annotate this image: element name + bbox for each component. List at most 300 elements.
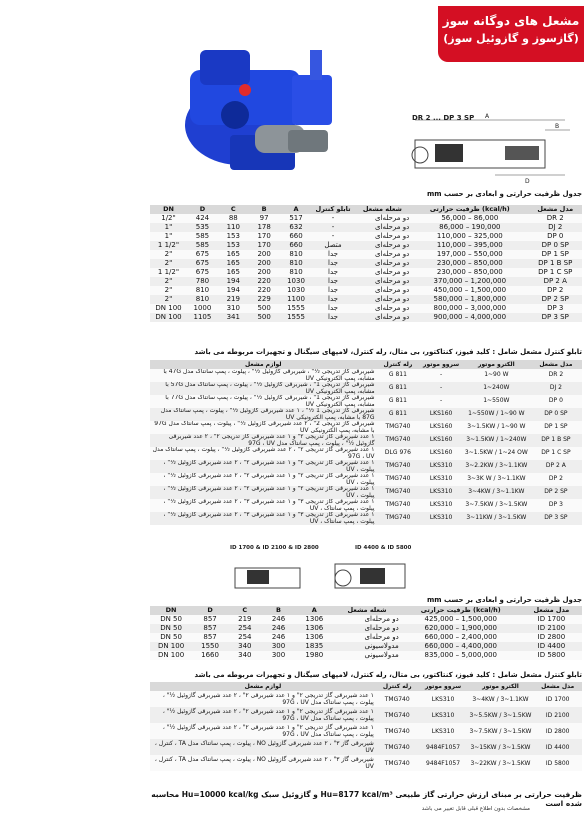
table1-cell: - <box>312 223 353 232</box>
table1-cell: 580,000 – 1,800,000 <box>411 295 528 304</box>
table3-cell: 1306 <box>295 624 333 633</box>
table1-header-5: تابلو کنترل <box>312 205 353 214</box>
table1-cell: دو مرحله‌ای <box>354 214 412 223</box>
table4-cell: TMG740 <box>376 755 419 771</box>
table1-header-8: مدل مشعل <box>528 205 582 214</box>
table-row <box>150 499 582 512</box>
table1-cell: 900,000 – 4,000,000 <box>411 313 528 322</box>
table4-cell: TMG740 <box>376 691 419 707</box>
table-row <box>150 707 582 723</box>
table3-cell: دو مرحله‌ای <box>333 624 400 633</box>
table2-cell: DP 2 SP <box>530 486 582 499</box>
table-row <box>150 241 582 250</box>
table2-cell: DP 2 A <box>530 460 582 473</box>
table1-cell: جدا <box>312 259 353 268</box>
table2-title: تابلو کنترل مشعل شامل : کلید فیوز، کنتاکتور، بی متال، رله کنترل، لامپهای سیگنال و تجهیزات مربوطه می باشد <box>194 348 582 356</box>
header-subtitle: (گازسوز و گازوئیل سوز) <box>443 32 579 45</box>
table3-cell: 254 <box>228 633 262 642</box>
table1-cell: DN 100 <box>150 313 187 322</box>
table2-cell: DP 2 <box>530 473 582 486</box>
table1-header-0: DN <box>150 205 187 214</box>
table2-cell: شیربرقی گاز تدریجی ½" ، شیربرقی گازوئیل ½" ، پیلوت ، پمپ سانتاک مدل 47G با مشابه، پمپ الکترونیکی UV <box>150 369 377 382</box>
table1-cell: - <box>312 232 353 241</box>
table-row <box>150 691 582 707</box>
table3-cell: DN 50 <box>150 633 192 642</box>
table2-cell: LKS310 <box>419 473 463 486</box>
table-row <box>150 232 582 241</box>
table1-cell: 675 <box>187 259 218 268</box>
table1-cell: 1100 <box>280 295 313 304</box>
table1-cell: 585 <box>187 232 218 241</box>
table1-cell: 1105 <box>187 313 218 322</box>
table2-cell: DP 1 C SP <box>530 447 582 460</box>
table1-cell: 1000 <box>187 304 218 313</box>
table1-cell: 170 <box>249 232 280 241</box>
table2-cell: TMG740 <box>377 499 420 512</box>
table1-cell: جدا <box>312 250 353 259</box>
table-row <box>150 624 582 633</box>
table2-cell: LKS310 <box>419 499 463 512</box>
table2-cell: شیربرقی گاز تدریجی 1" ، شیربرقی گازوئیل ½" ، پیلوت ، پمپ سانتاک مدل 77G با مشابه، پمپ الکترونیکی UV <box>150 395 377 408</box>
table2-cell: DJ 2 <box>530 382 582 395</box>
table1-cell: 165 <box>218 259 249 268</box>
table1-cell: 660 <box>280 232 313 241</box>
table1-cell: دو مرحله‌ای <box>354 232 412 241</box>
table4-cell: TMG740 <box>376 707 419 723</box>
table1-cell: 110,000 – 325,000 <box>411 232 528 241</box>
table2-cell: 3~1.5KW / 1~240W <box>463 434 530 447</box>
table2-cell: ۱ عدد شیربرقی گاز تدریجی ۳" و ۱ عدد شیربرقی ۳" ، ۲ عدد شیربرقی گازوئیل ½" ، پیلوت ، پمپ سانتاک ، UV <box>150 499 377 512</box>
table1-cell: 810 <box>280 268 313 277</box>
table1-cell: 341 <box>218 313 249 322</box>
table1-cell: DP 1 B SP <box>528 259 582 268</box>
table4-cell: ۱ عدد شیربرقی گاز تدریجی ۲" و ۱ عدد شیربرقی ۲" ، ۲ عدد شیربرقی گازوئیل ½" ، پیلوت ، پمپ سانتاک مدل 97G ، UV <box>150 691 376 707</box>
table2-cell: ۱ عدد شیربرقی گاز تدریجی ۲" و ۱ عدد شیربرقی گاز تدریجی ۲" ، ۲ عدد شیربرقی گازوئیل ½" ، پیلوت ، پمپ سانتاک مدل 97G ، UV <box>150 434 377 447</box>
table2-cell: DR 2 <box>530 369 582 382</box>
table2-header-1: رله کنترل <box>377 360 420 369</box>
table3-cell: 660,000 – 2,400,000 <box>401 633 521 642</box>
table1-cell: 165 <box>218 250 249 259</box>
table1-cell: 88 <box>218 214 249 223</box>
table4-cell: 3~22KW / 3~1.5KW <box>467 755 533 771</box>
table2-cell: 3~11KW / 3~1.5KW <box>463 512 530 525</box>
table1-cell: 194 <box>218 286 249 295</box>
table-row <box>150 268 582 277</box>
table-row <box>150 408 582 421</box>
table2-cell: شیربرقی گاز تدریجی 1" ، شیربرقی گازوئیل ½" ، پیلوت ، پمپ سانتاک مدل 57G با مشابه، پمپ الکترونیکی UV <box>150 382 377 395</box>
table2-cell: 3~1.5KW / 1~24 OW <box>463 447 530 460</box>
table-row <box>150 512 582 525</box>
table1-cell: دو مرحله‌ای <box>354 223 412 232</box>
table1-cell: DJ 2 <box>528 223 582 232</box>
table3-cell: 246 <box>262 624 296 633</box>
table3-cell: 1306 <box>295 633 333 642</box>
table4-cell: شیربرقی گاز ۳" ، ۲ عدد شیربرقی گازوئیل NO ، پیلوت ، پمپ سانتاک مدل TA ، کنترل ، UV <box>150 755 376 771</box>
table-row <box>150 434 582 447</box>
table1-cell: 2" <box>150 259 187 268</box>
table4-cell: 3~15KW / 3~1.5KW <box>467 739 533 755</box>
table2-cell: - <box>419 395 463 408</box>
table1-cell: DP 0 SP <box>528 241 582 250</box>
table4-cell: ID 2800 <box>533 723 582 739</box>
table3-cell: 1980 <box>295 651 333 660</box>
table3-cell: 254 <box>228 624 262 633</box>
table3-header-3: B <box>262 606 296 615</box>
table2-cell: DP 3 <box>530 499 582 512</box>
table1-cell: 178 <box>249 223 280 232</box>
table1-title: جدول ظرفیت حرارتی و ابعادی بر حسب mm <box>426 190 582 198</box>
table3-cell: 857 <box>192 624 228 633</box>
control-table-2 <box>150 682 582 771</box>
table-row <box>150 633 582 642</box>
table1-cell: 200 <box>249 250 280 259</box>
table2-cell: TMG740 <box>377 421 420 434</box>
table1-cell: جدا <box>312 313 353 322</box>
table3-cell: ID 2800 <box>521 633 582 642</box>
table2-cell: G 811 <box>377 382 420 395</box>
table-row <box>150 286 582 295</box>
table1-cell: دو مرحله‌ای <box>354 304 412 313</box>
table1-cell: جدا <box>312 268 353 277</box>
table1-cell: دو مرحله‌ای <box>354 277 412 286</box>
table1-cell: - <box>312 214 353 223</box>
table3-cell: 300 <box>262 651 296 660</box>
table1-cell: 194 <box>218 277 249 286</box>
table-row <box>150 214 582 223</box>
table3-cell: 340 <box>228 642 262 651</box>
table3-header-0: DN <box>150 606 192 615</box>
dimension-drawing-2 <box>225 550 425 600</box>
table1-cell: 810 <box>280 259 313 268</box>
table3-cell: DN 100 <box>150 651 192 660</box>
table3-cell: ID 4400 <box>521 642 582 651</box>
table4-cell: TMG740 <box>376 723 419 739</box>
capacity-table-2 <box>150 606 582 660</box>
table2-cell: TMG740 <box>377 434 420 447</box>
svg-text:A: A <box>485 113 490 120</box>
footer-note: ظرفیت حرارتی بر مبنای ارزش حرارتی گاز طبیعی Hu=8177 kcal/m³ و گازوئیل سبک Hu=10000 kcal/kg محاسبه شده است <box>151 790 582 808</box>
table2-cell: 3~2.2KW / 3~1.1KW <box>463 460 530 473</box>
table1-cell: 97 <box>249 214 280 223</box>
table1-cell: 810 <box>187 286 218 295</box>
table1-cell: 2" <box>150 295 187 304</box>
table1-cell: 675 <box>187 268 218 277</box>
table3-cell: DN 100 <box>150 642 192 651</box>
table1-cell: 370,000 – 1,200,000 <box>411 277 528 286</box>
table4-cell: LKS310 <box>419 691 468 707</box>
table2-cell: DP 1 B SP <box>530 434 582 447</box>
table-row <box>150 755 582 771</box>
table1-cell: 229 <box>249 295 280 304</box>
table4-cell: LKS310 <box>419 723 468 739</box>
table1-cell: DP 0 <box>528 232 582 241</box>
table-row <box>150 250 582 259</box>
table3-cell: 340 <box>228 651 262 660</box>
table1-cell: دو مرحله‌ای <box>354 268 412 277</box>
table2-cell: LKS310 <box>419 460 463 473</box>
table2-cell: DP 0 <box>530 395 582 408</box>
table2-cell: G 811 <box>377 408 420 421</box>
table1-cell: 153 <box>218 241 249 250</box>
table1-cell: 310 <box>218 304 249 313</box>
table4-cell: 3~5.5KW / 3~1.5KW <box>467 707 533 723</box>
table-row <box>150 421 582 434</box>
table-row <box>150 304 582 313</box>
table-row <box>150 295 582 304</box>
table4-cell: ID 5800 <box>533 755 582 771</box>
table1-cell: 1555 <box>280 313 313 322</box>
table3-cell: 857 <box>192 615 228 624</box>
table2-cell: LKS310 <box>419 486 463 499</box>
table3-header-7: مدل مشعل <box>521 606 582 615</box>
table4-cell: ۱ عدد شیربرقی گاز تدریجی ۲" و ۱ عدد شیربرقی ۲" ، ۲ عدد شیربرقی گازوئیل ½" ، پیلوت ، پمپ سانتاک مدل 97G ، UV <box>150 707 376 723</box>
table2-cell: شیربرقی گاز تدریجی 2" ، ۲ عدد شیربرقی گازوئیل ½" ، پیلوت ، پمپ سانتاک مدل 97G با مشابه، پمپ الکترونیکی UV <box>150 421 377 434</box>
table1-cell: 1030 <box>280 286 313 295</box>
table-row <box>150 382 582 395</box>
table3-cell: مدولاسیونی <box>333 642 400 651</box>
table1-cell: 517 <box>280 214 313 223</box>
table3-cell: دو مرحله‌ای <box>333 615 400 624</box>
table1-cell: 165 <box>218 268 249 277</box>
table4-header-3: الکترو موتور <box>467 682 533 691</box>
table1-cell: 200 <box>249 268 280 277</box>
table1-cell: 2" <box>150 250 187 259</box>
table2-header-2: سروو موتور <box>419 360 463 369</box>
table1-cell: دو مرحله‌ای <box>354 259 412 268</box>
capacity-table-1 <box>150 205 582 322</box>
table1-cell: DP 2 A <box>528 277 582 286</box>
table2-cell: 1~550W / 1~90 W <box>463 408 530 421</box>
drawing-2-label-right: ID 4400 & ID 5800 <box>355 545 412 551</box>
header-banner <box>438 6 584 62</box>
table3-cell: ID 1700 <box>521 615 582 624</box>
table-row <box>150 395 582 408</box>
table1-cell: 1" <box>150 232 187 241</box>
table1-cell: دو مرحله‌ای <box>354 286 412 295</box>
table3-header-4: A <box>295 606 333 615</box>
table3-cell: دو مرحله‌ای <box>333 633 400 642</box>
table3-cell: ID 2100 <box>521 624 582 633</box>
table1-cell: 1555 <box>280 304 313 313</box>
table3-title: جدول ظرفیت حرارتی و ابعادی بر حسب mm <box>426 596 582 604</box>
table1-cell: 200 <box>249 259 280 268</box>
table4-header-2: سروو موتور <box>419 682 468 691</box>
table1-cell: DR 2 <box>528 214 582 223</box>
table1-cell: 800,000 – 3,000,000 <box>411 304 528 313</box>
table2-cell: TMG740 <box>377 473 420 486</box>
table1-cell: جدا <box>312 304 353 313</box>
table2-cell: TMG740 <box>377 486 420 499</box>
table2-cell: DLG 976 <box>377 447 420 460</box>
table4-header-1: رله کنترل <box>376 682 419 691</box>
table2-cell: - <box>419 369 463 382</box>
table1-cell: 219 <box>218 295 249 304</box>
table1-cell: 585 <box>187 241 218 250</box>
table2-cell: 3~4KW / 3~1.1KW <box>463 486 530 499</box>
table1-cell: 2" <box>150 277 187 286</box>
table1-header-3: B <box>249 205 280 214</box>
table1-cell: DP 1 SP <box>528 250 582 259</box>
table-row <box>150 313 582 322</box>
table3-cell: 300 <box>262 642 296 651</box>
table2-cell: DP 1 SP <box>530 421 582 434</box>
table2-cell: LKS160 <box>419 434 463 447</box>
table1-cell: DP 2 <box>528 286 582 295</box>
table4-cell: TMG740 <box>376 739 419 755</box>
table1-cell: 110 <box>218 223 249 232</box>
table1-cell: 86,000 – 190,000 <box>411 223 528 232</box>
table2-cell: 3~3K W / 3~1.1KW <box>463 473 530 486</box>
table4-header-0: لوازم مشعل <box>150 682 376 691</box>
table-row <box>150 642 582 651</box>
drawing-2-label-left: ID 1700 & ID 2100 & ID 2800 <box>230 545 319 551</box>
table1-header-1: D <box>187 205 218 214</box>
table1-cell: 500 <box>249 304 280 313</box>
table1-cell: 56,000 – 86,000 <box>411 214 528 223</box>
table3-header-1: D <box>192 606 228 615</box>
table4-cell: 3~4KW / 3~1.1KW <box>467 691 533 707</box>
table3-cell: 246 <box>262 633 296 642</box>
table1-cell: 1030 <box>280 277 313 286</box>
table3-cell: 835,000 – 5,000,000 <box>401 651 521 660</box>
table-row <box>150 651 582 660</box>
table1-cell: 220 <box>249 277 280 286</box>
table1-cell: 230,000 – 850,000 <box>411 268 528 277</box>
table3-cell: DN 50 <box>150 624 192 633</box>
table2-cell: TMG740 <box>377 460 420 473</box>
table1-cell: DP 3 <box>528 304 582 313</box>
table2-cell: LKS160 <box>419 408 463 421</box>
table1-cell: جدا <box>312 286 353 295</box>
table1-cell: 2" <box>150 286 187 295</box>
table3-cell: 857 <box>192 633 228 642</box>
control-table-1 <box>150 360 582 525</box>
table3-cell: 425,000 – 1,500,000 <box>401 615 521 624</box>
table3-header-2: C <box>228 606 262 615</box>
table2-cell: G 811 <box>377 395 420 408</box>
table2-header-0: لوازم مشعل <box>150 360 377 369</box>
table1-cell: 500 <box>249 313 280 322</box>
table1-cell: 1" <box>150 223 187 232</box>
table1-cell: DP 1 C SP <box>528 268 582 277</box>
table2-cell: ۱ عدد شیربرقی گاز تدریجی ۲" ، ۲ عدد شیربرقی گازوئیل ½" ، پیلوت ، پمپ سانتاک مدل 97G ، UV <box>150 447 377 460</box>
table1-cell: 424 <box>187 214 218 223</box>
table2-cell: ۱ عدد شیربرقی گاز تدریجی ۳" و ۱ عدد شیربرقی ۳" ، ۲ عدد شیربرقی گازوئیل ½" ، پیلوت ، پمپ سانتاک ، UV <box>150 512 377 525</box>
table1-header-4: A <box>280 205 313 214</box>
table1-cell: DP 3 SP <box>528 313 582 322</box>
table2-header-4: مدل مشعل <box>530 360 582 369</box>
table1-cell: 535 <box>187 223 218 232</box>
table1-cell: 660 <box>280 241 313 250</box>
table2-cell: ۱ عدد شیربرقی گاز تدریجی ۲" و ۱ عدد شیربرقی ۲" ، ۲ عدد شیربرقی گازوئیل ½" ، پیلوت ، UV <box>150 486 377 499</box>
table4-cell: ID 1700 <box>533 691 582 707</box>
table-row <box>150 277 582 286</box>
table4-cell: 3~7.5KW / 3~1.5KW <box>467 723 533 739</box>
table-row <box>150 447 582 460</box>
drawing-1-label: DR 2 ... DP 3 SP <box>412 114 475 122</box>
table1-cell: DN 100 <box>150 304 187 313</box>
table-row <box>150 369 582 382</box>
table4-title: تابلو کنترل مشعل شامل : کلید فیوز، کنتاکتور، بی متال، رله کنترل، لامپهای سیگنال و تجهیزات مربوطه می باشد <box>194 671 582 679</box>
table1-header-2: C <box>218 205 249 214</box>
table3-cell: 219 <box>228 615 262 624</box>
table1-cell: 1 1/2" <box>150 268 187 277</box>
table2-header-3: الکترو موتور <box>463 360 530 369</box>
table3-cell: DN 50 <box>150 615 192 624</box>
table3-cell: 660,000 – 4,400,000 <box>401 642 521 651</box>
table-row <box>150 486 582 499</box>
table3-cell: 1306 <box>295 615 333 624</box>
table1-cell: دو مرحله‌ای <box>354 295 412 304</box>
table3-cell: 246 <box>262 615 296 624</box>
svg-text:D: D <box>525 178 530 185</box>
table1-header-7: ظرفیت حرارتی (kcal/h) <box>411 205 528 214</box>
table2-cell: ۱ عدد شیربرقی گاز تدریجی ۲" و ۱ عدد شیربرقی ۲" ، ۲ عدد شیربرقی گازوئیل ½" ، پیلوت ، UV <box>150 460 377 473</box>
table4-header-4: مدل مشعل <box>533 682 582 691</box>
table1-cell: DP 2 SP <box>528 295 582 304</box>
footer-disclaimer: مشخصات بدون اطلاع قبلی قابل تغییر می باشد <box>421 806 530 812</box>
table1-cell: 450,000 – 1,500,000 <box>411 286 528 295</box>
table3-header-6: ظرفیت حرارتی (kcal/h) <box>401 606 521 615</box>
table2-cell: LKS310 <box>419 512 463 525</box>
table4-cell: 9484F1057 <box>419 739 468 755</box>
table2-cell: 1~550W <box>463 395 530 408</box>
table4-cell: شیربرقی گاز ۳" ، ۲ عدد شیربرقی گازوئیل NO ، پیلوت ، پمپ سانتاک مدل TA ، کنترل ، UV <box>150 739 376 755</box>
table-row <box>150 739 582 755</box>
table1-cell: 810 <box>280 250 313 259</box>
table-row <box>150 723 582 739</box>
table1-cell: متصل <box>312 241 353 250</box>
table3-cell: 1550 <box>192 642 228 651</box>
table2-cell: - <box>419 382 463 395</box>
table4-cell: 9484F1057 <box>419 755 468 771</box>
table-row <box>150 615 582 624</box>
burner-photo <box>170 30 345 180</box>
table1-cell: 675 <box>187 250 218 259</box>
table1-cell: 1/2" <box>150 214 187 223</box>
table3-cell: مدولاسیونی <box>333 651 400 660</box>
table2-cell: LKS160 <box>419 421 463 434</box>
table-row <box>150 223 582 232</box>
table2-cell: G 811 <box>377 369 420 382</box>
table1-cell: 780 <box>187 277 218 286</box>
table1-cell: 170 <box>249 241 280 250</box>
table2-cell: 3~7.5KW / 3~1.5KW <box>463 499 530 512</box>
table1-cell: دو مرحله‌ای <box>354 313 412 322</box>
table3-cell: 1835 <box>295 642 333 651</box>
table2-cell: TMG740 <box>377 512 420 525</box>
table1-cell: دو مرحله‌ای <box>354 241 412 250</box>
table1-cell: جدا <box>312 295 353 304</box>
table1-cell: 220 <box>249 286 280 295</box>
table2-cell: شیربرقی گاز تدریجی 1 ½" ، ۱ عدد شیربرقی گازوئیل ½" ، پیلوت ، پمپ سانتاک مدل 87G با مشابه، پمپ الکترونیکی UV <box>150 408 377 421</box>
svg-text:B: B <box>555 123 560 130</box>
table2-cell: LKS160 <box>419 447 463 460</box>
header-title: مشعل های دوگانه سوز <box>442 14 580 28</box>
table2-cell: 1~240W <box>463 382 530 395</box>
table1-cell: جدا <box>312 277 353 286</box>
table4-cell: ۱ عدد شیربرقی گاز تدریجی ۲" و ۱ عدد شیربرقی ۲" ، ۲ عدد شیربرقی گازوئیل ½" ، پیلوت ، پمپ سانتاک مدل 97G ، UV <box>150 723 376 739</box>
table1-header-6: شعله مشعل <box>354 205 412 214</box>
table2-cell: 3~1.5KW / 1~90 W <box>463 421 530 434</box>
table-row <box>150 473 582 486</box>
table2-cell: 1~90 W <box>463 369 530 382</box>
table1-cell: 632 <box>280 223 313 232</box>
table4-cell: ID 4400 <box>533 739 582 755</box>
table2-cell: DP 3 SP <box>530 512 582 525</box>
table3-cell: 620,000 – 1,900,000 <box>401 624 521 633</box>
table1-cell: 230,000 – 850,000 <box>411 259 528 268</box>
